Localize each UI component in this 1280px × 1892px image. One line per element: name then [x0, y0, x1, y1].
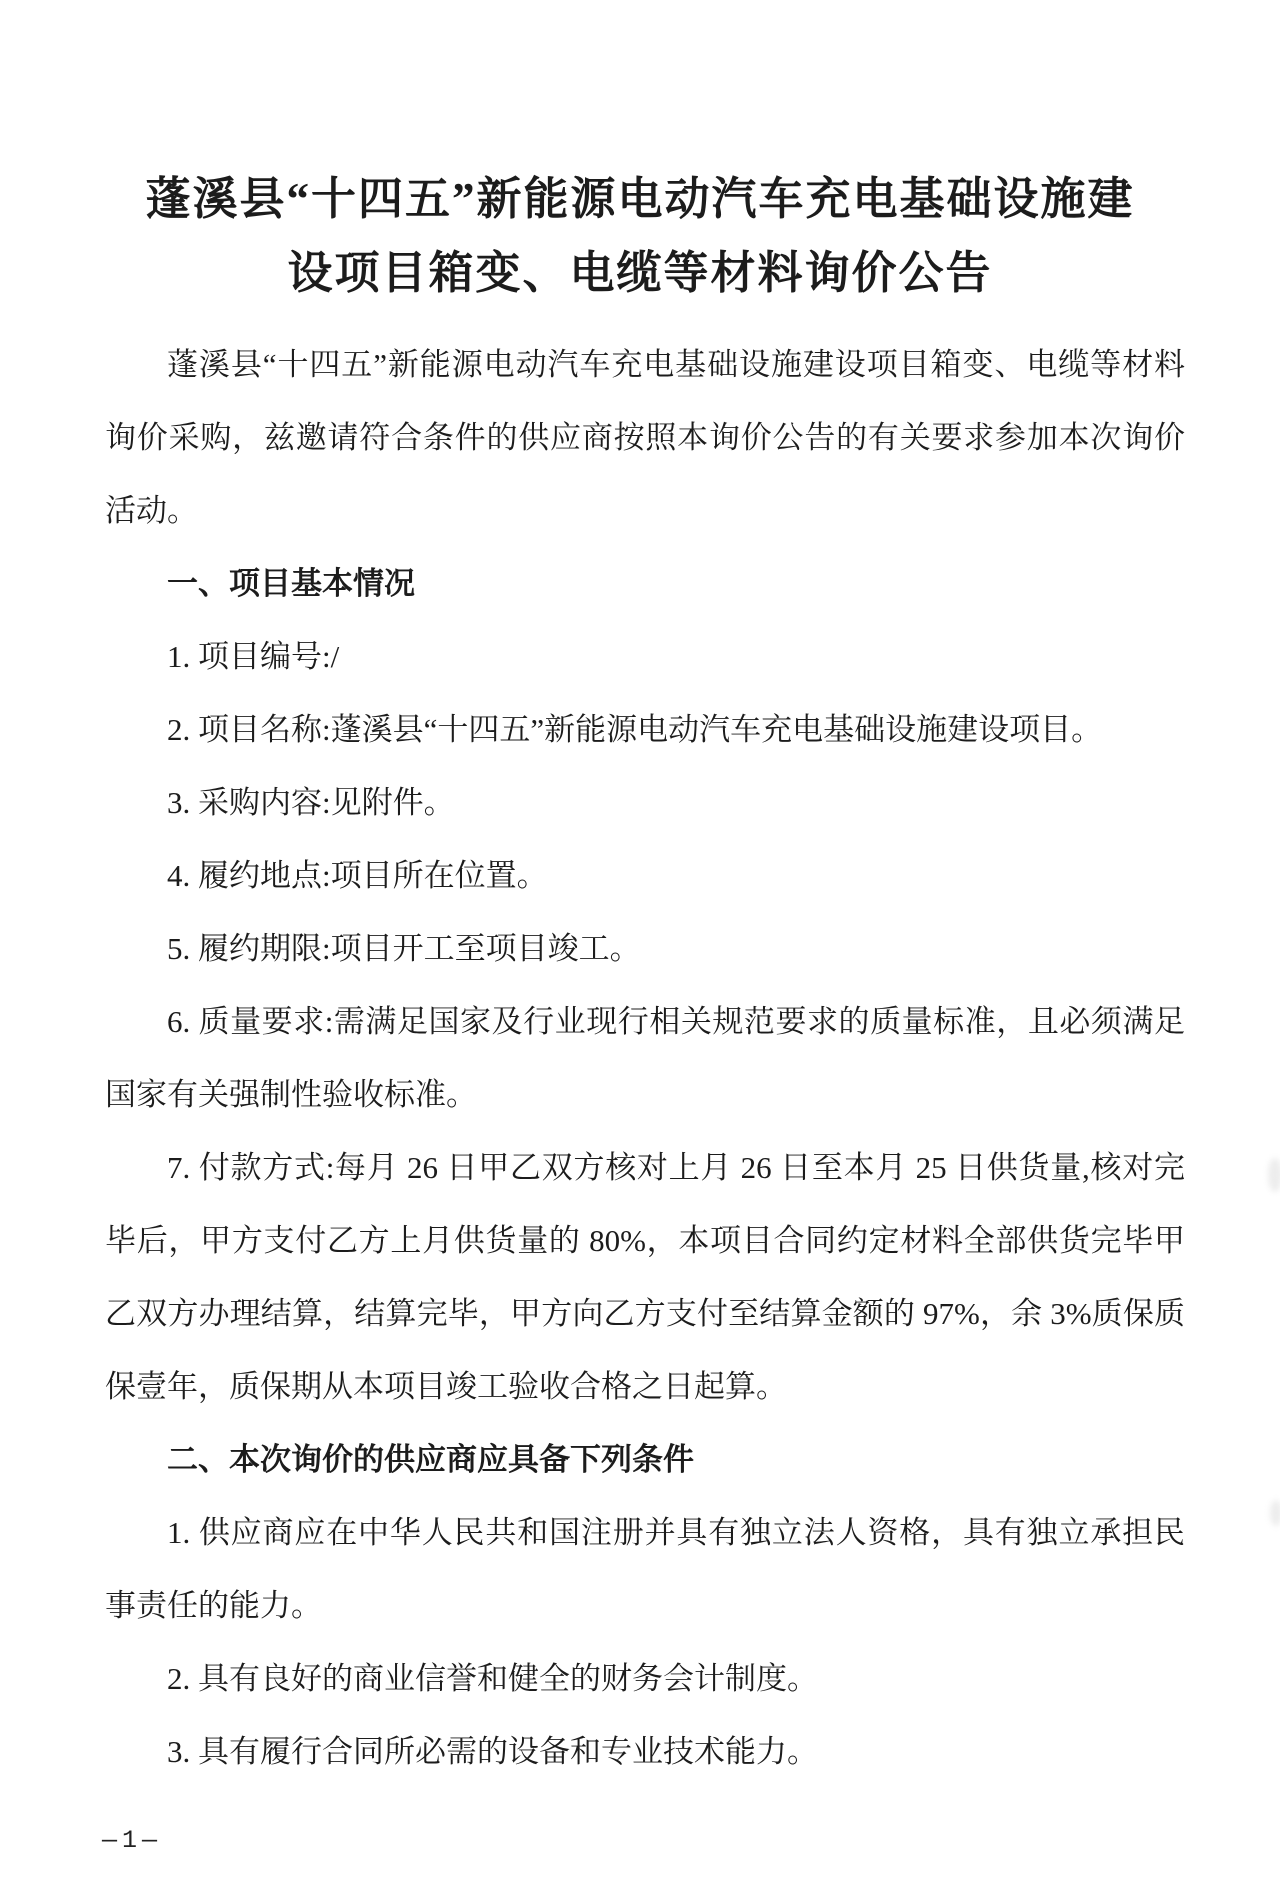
scan-artifact: [1268, 1158, 1280, 1192]
intro-paragraph: 蓬溪县“十四五”新能源电动汽车充电基础设施建设项目箱变、电缆等材料询价采购，兹邀请符合条件的供应商按照本询价公告的有关要求参加本次询价活动。: [105, 347, 1185, 528]
section-1-item-4: 4. 履约地点:项目所在位置。: [167, 858, 548, 893]
section-1-item-2: 2. 项目名称:蓬溪县“十四五”新能源电动汽车充电基础设施建设项目。: [167, 712, 1103, 747]
document-body: [105, 328, 1185, 1788]
document-title: [0, 0, 1280, 310]
scan-artifact: [1270, 1500, 1280, 1526]
section-1-item-6: 6. 质量要求:需满足国家及行业现行相关规范要求的质量标准，且必须满足国家有关强制性验收标准。: [105, 1004, 1185, 1112]
page-number: —1—: [102, 1826, 163, 1855]
title-line-1: 蓬溪县“十四五”新能源电动汽车充电基础设施建: [145, 174, 1135, 224]
section-1-heading: 一、项目基本情况: [167, 566, 415, 601]
section-2-heading: 二、本次询价的供应商应具备下列条件: [167, 1442, 694, 1477]
section-2-item-2: 2. 具有良好的商业信誉和健全的财务会计制度。: [167, 1661, 818, 1696]
section-1-item-1: 1. 项目编号:/: [167, 639, 340, 674]
section-1-item-5: 5. 履约期限:项目开工至项目竣工。: [167, 931, 641, 966]
title-line-2: 设项目箱变、电缆等材料询价公告: [287, 248, 993, 298]
section-2-item-1: 1. 供应商应在中华人民共和国注册并具有独立法人资格，具有独立承担民事责任的能力。: [105, 1515, 1185, 1623]
section-1-item-7: 7. 付款方式:每月 26 日甲乙双方核对上月 26 日至本月 25 日供货量,核对完毕后，甲方支付乙方上月供货量的 80%，本项目合同约定材料全部供货完毕甲乙双方办理结算，结算完毕，甲方向乙方支付至结算金额的 97%，余 3%质保质保壹年，质保期从本项目竣工验收合格之日起算。: [105, 1150, 1185, 1404]
section-1-item-3: 3. 采购内容:见附件。: [167, 785, 455, 820]
section-2-item-3: 3. 具有履行合同所必需的设备和专业技术能力。: [167, 1734, 818, 1769]
